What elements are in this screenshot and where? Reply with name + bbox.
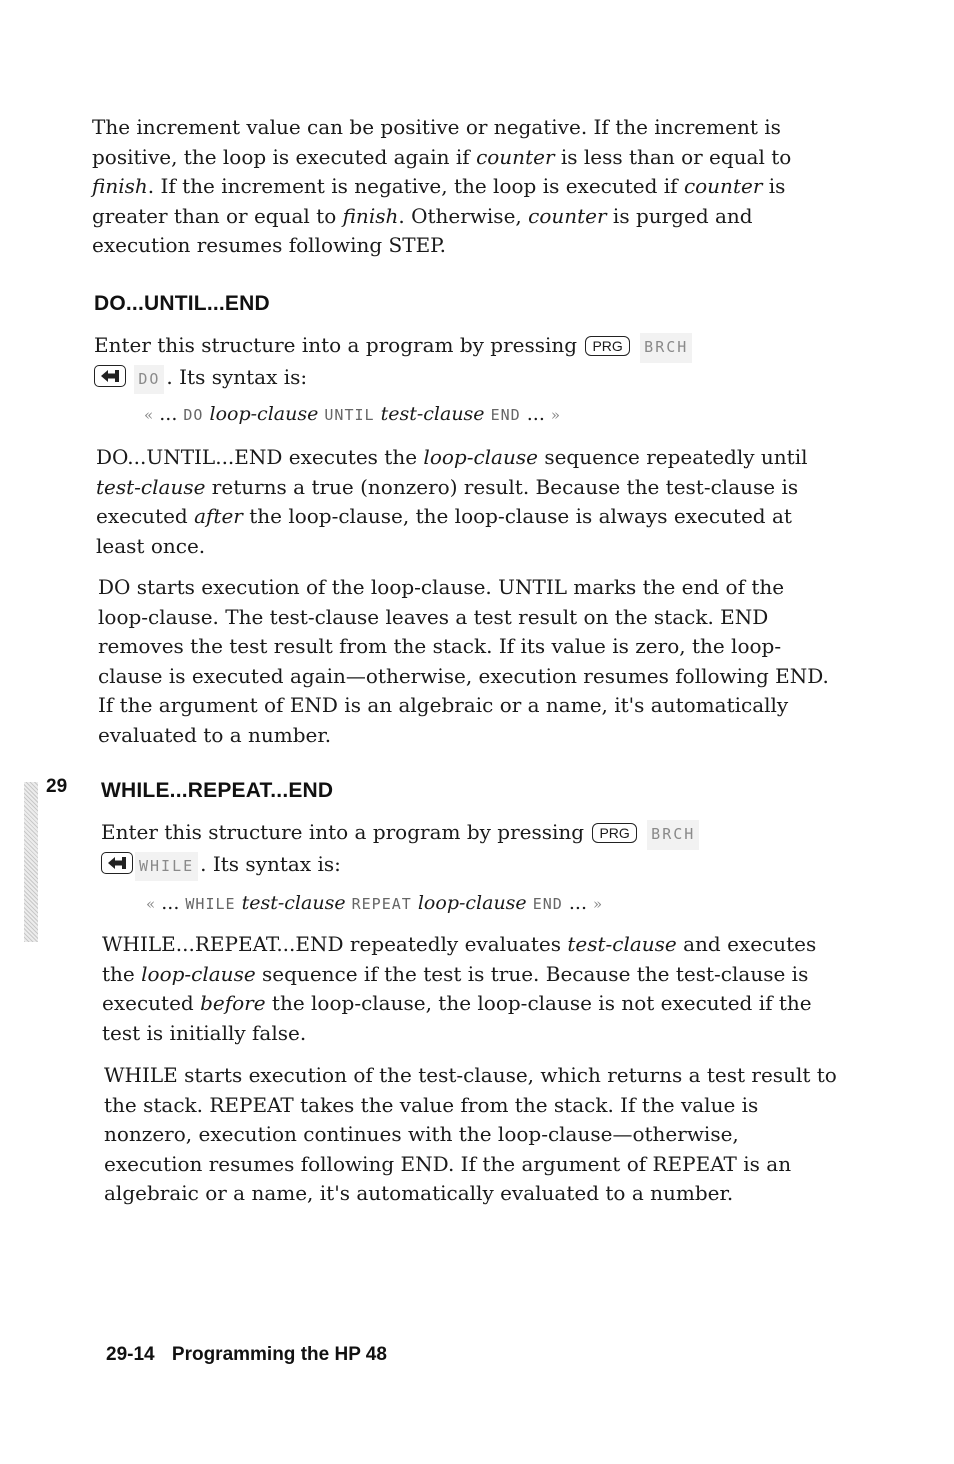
- left-shift-key-icon: [101, 852, 133, 874]
- text-run: WHILE...REPEAT...END repeatedly evaluates: [102, 932, 568, 956]
- text-run: . Its syntax is:: [166, 364, 308, 389]
- keyword-while: WHILE: [185, 895, 236, 913]
- do-until-syntax: [144, 401, 560, 428]
- ellipsis: ...: [568, 892, 587, 914]
- do-until-keystroke-paragraph: [94, 331, 814, 394]
- text-run: . Its syntax is:: [200, 851, 341, 876]
- text-run: . Otherwise,: [398, 203, 529, 228]
- italic-term: finish: [92, 174, 148, 198]
- text-run: is purged and execution resumes following STEP.: [92, 203, 753, 257]
- text-run: the loop-clause, the loop-clause is not executed if the test is initially false.: [102, 991, 812, 1045]
- italic-term: test-clause: [96, 474, 206, 499]
- text-run: is less than or equal to: [554, 144, 792, 169]
- italic-term: after: [194, 504, 243, 528]
- italic-term: finish: [342, 203, 399, 228]
- syntax-test-clause: test-clause: [380, 403, 485, 425]
- while-repeat-description: [102, 930, 832, 1048]
- italic-term: before: [200, 991, 266, 1015]
- syntax-loop-clause: loop-clause: [209, 403, 319, 425]
- italic-term: loop-clause: [141, 961, 256, 986]
- text-run: . If the increment is negative, the loop is executed if: [147, 174, 684, 198]
- text-run: and executes the: [102, 932, 817, 986]
- keyword-end: END: [490, 406, 521, 424]
- italic-term: counter: [528, 203, 607, 228]
- text-run: DO...UNTIL...END executes the: [96, 445, 424, 469]
- ellipsis: ...: [161, 892, 180, 914]
- while-repeat-keystroke-paragraph: [101, 818, 821, 881]
- italic-term: counter: [683, 174, 763, 198]
- do-until-description: [96, 443, 836, 561]
- italic-term: loop-clause: [423, 445, 538, 469]
- text-run: sequence if the test is true. Because the test-clause is executed: [102, 961, 809, 1015]
- ellipsis: ...: [159, 403, 178, 425]
- section-heading-do-until: DO...UNTIL...END: [94, 292, 270, 315]
- running-title: Programming the HP 48: [171, 1344, 387, 1365]
- program-close-delimiter: »: [550, 406, 561, 424]
- keyword-end: END: [532, 895, 563, 913]
- text-run: returns a true (nonzero) result. Because the test-clause is executed: [96, 474, 799, 528]
- text-run: Enter this structure into a program by pressing: [94, 333, 578, 357]
- text-run: Enter this structure into a program by pressing: [101, 820, 585, 844]
- text-run: is greater than or equal to: [92, 174, 786, 228]
- chapter-thumb-tab: [24, 782, 38, 942]
- program-open-delimiter: «: [144, 406, 154, 424]
- menu-label-do: DO: [134, 365, 164, 395]
- chapter-tab-number: 29: [46, 776, 68, 797]
- text-run: The increment value can be positive or negative. If the increment is positive, the loop is executed again if: [92, 115, 781, 169]
- text-run: sequence repeatedly until: [537, 445, 808, 469]
- syntax-test-clause: test-clause: [241, 892, 346, 914]
- text-run: the loop-clause, the loop-clause is always executed at least once.: [96, 504, 792, 558]
- program-close-delimiter: »: [593, 895, 603, 913]
- prg-key: PRG: [585, 336, 629, 356]
- italic-term: test-clause: [567, 932, 677, 956]
- left-shift-key-icon: [94, 365, 126, 387]
- menu-label-brch: BRCH: [647, 820, 699, 850]
- do-until-execution-paragraph: DO starts execution of the loop-clause. UNTIL marks the end of the loop-clause. The test-clause leaves a test result on the stack. END removes the test result from the stack. If its value is zero, the loop-clause is executed again—otherwise, execution resumes following END. If the argument of END is an algebraic or a name, it's automatically evaluated to a number.: [98, 575, 829, 747]
- syntax-loop-clause: loop-clause: [417, 892, 527, 914]
- section-heading-while-repeat: WHILE...REPEAT...END: [101, 779, 334, 802]
- while-repeat-execution-paragraph: WHILE starts execution of the test-clause, which returns a test result to the stack. REPEAT takes the value from the stack. If the value is nonzero, execution continues with the loop-clause—otherwise, execution resumes following END. If the argument of REPEAT is an algebraic or a name, it's automatically evaluated to a number.: [104, 1063, 837, 1205]
- italic-term: counter: [476, 144, 555, 169]
- keyword-until: UNTIL: [324, 406, 375, 424]
- page-number: 29-14: [106, 1344, 155, 1365]
- ellipsis: ...: [526, 403, 545, 425]
- menu-label-while: WHILE: [135, 852, 198, 882]
- keyword-repeat: REPEAT: [351, 895, 412, 913]
- keyword-do: DO: [183, 406, 204, 424]
- program-open-delimiter: «: [146, 895, 156, 913]
- while-repeat-syntax: [146, 890, 602, 917]
- intro-paragraph: [92, 113, 832, 261]
- prg-key: PRG: [592, 823, 636, 843]
- page-footer: [106, 1344, 387, 1366]
- menu-label-brch: BRCH: [640, 333, 692, 363]
